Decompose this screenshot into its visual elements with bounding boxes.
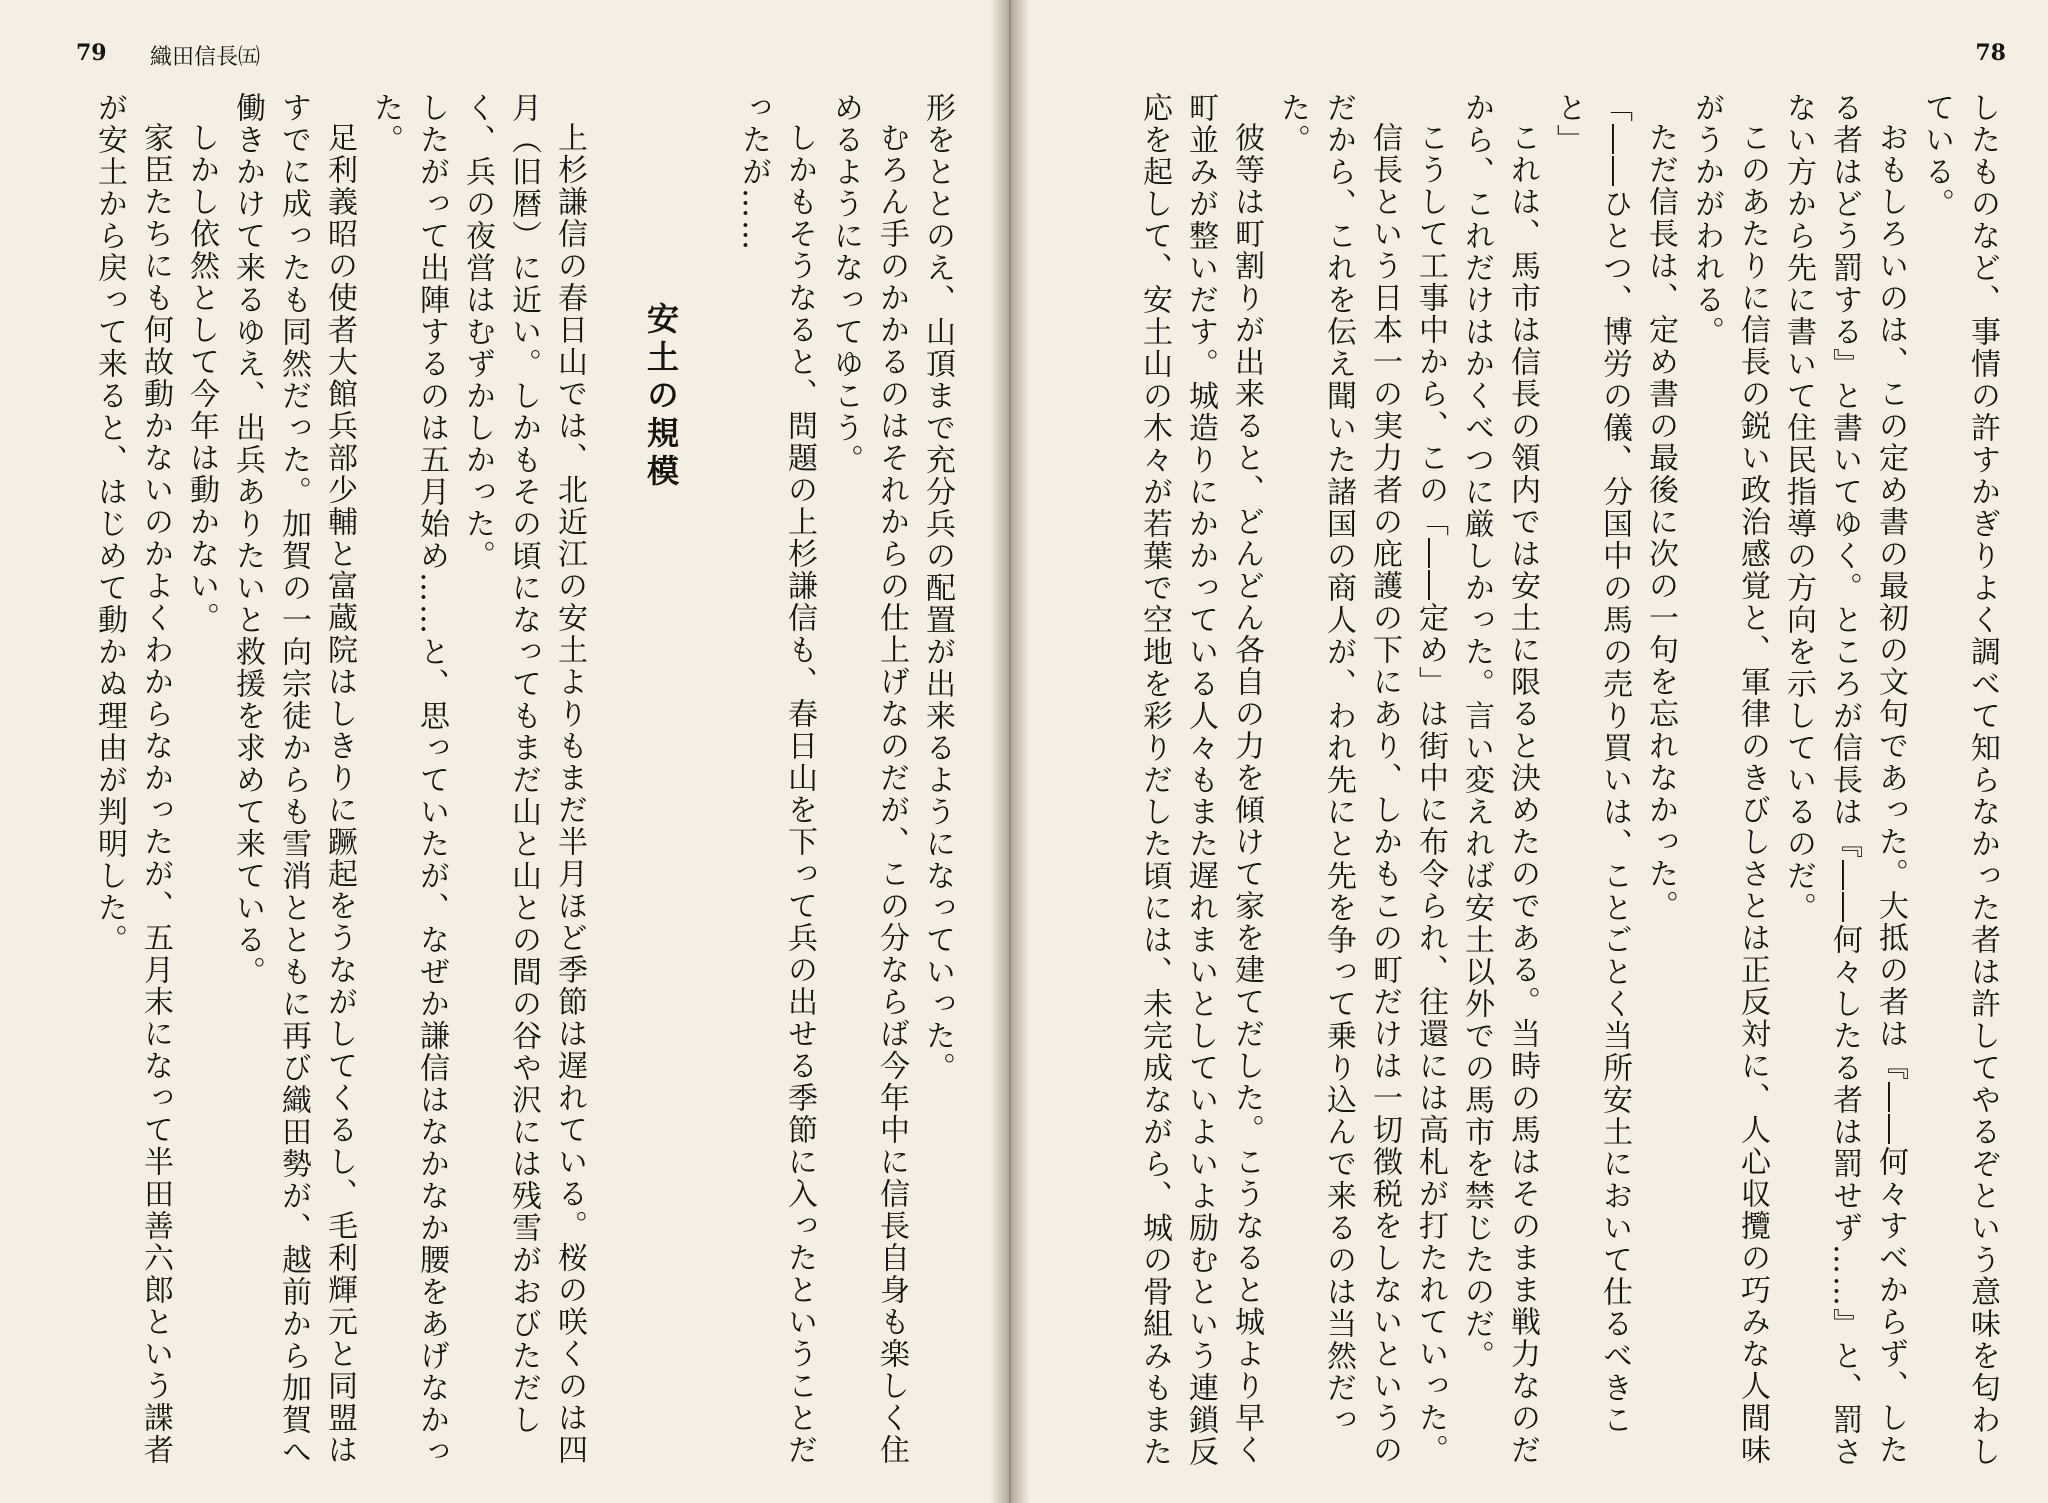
left-para-7: しかし依然として今年は動かない。 [184, 122, 219, 634]
right-para-4: ただ信長は、定め書の最後に次の一句を忘れなかった。 [1643, 122, 1678, 922]
left-page [0, 0, 1010, 1503]
right-para-7: こうして工事中から、この「――定め」は街中に布令られ、往還には高札が打たれていった。 [1413, 122, 1448, 1466]
right-para-1: したものなど、事情の許すかぎりよく調べて知らなかった者は許してやるぞという意味を匂わしている。 [1919, 92, 2000, 1468]
page-number-right: 78 [1975, 40, 2006, 66]
running-title: 織田信長㈤ [150, 45, 261, 70]
left-para-5: したがって出陣するのは五月始め……と、思っていたが、なぜか謙信はなかなか腰をあげなかった。 [368, 92, 449, 1468]
right-para-8: 信長という日本一の実力者の庇護の下にあり、しかもこの町だけは一切徴税をしないというのだから、これを伝え聞いた諸国の商人が、われ先にと先を争って乗り込んで来るのは当然だった。 [1275, 92, 1402, 1466]
right-para-6: これは、馬市は信長の領内では安土に限ると決めたのである。当時の馬はそのまま戦力なのだから、これだけはかくべつに厳しかった。言い変えれば安土以外での馬市を禁じたのだ。 [1459, 92, 1540, 1466]
left-para-4: 上杉謙信の春日山では、北近江の安土よりもまだ半月ほど季節は遅れている。桜の咲くのは四月（旧暦）に近い。しかもその頃になってもまだ山と山との間の谷や沢には残雪がおびただしく、兵の夜営はむずかしかった。 [460, 92, 587, 1466]
left-para-8: 家臣たちにも何故動かないのかよくわからなかったが、五月末になって半田善六郎という諜者が安土から戻って来ると、はじめて動かぬ理由が判明した。 [92, 92, 173, 1466]
left-para-3: しかもそうなると、問題の上杉謙信も、春日山を下って兵の出せる季節に入ったということだったが…… [736, 92, 817, 1466]
right-para-9: 彼等は町割りが出来ると、どんどん各自の力を傾けて家を建てだした。こうなると城より早く町並みが整いだす。城造りにかかっている人々もまた遅れまいとしていよいよ励むという連鎖反応を起して、安土山の木々が若葉で空地を彩りだした頃には、未完成ながら、城の骨組みもまた [1137, 92, 1264, 1468]
right-para-3: このあたりに信長の鋭い政治感覚と、軍律のきびしさとは正反対に、人心収攬の巧みな人間味がうかがわれる。 [1689, 92, 1770, 1466]
right-para-2: おもしろいのは、この定め書の最初の文句であった。大抵の者は『――何々すべからず、したる者はどう罰する』と書いてゆく。ところが信長は『――何々したる者は罰せず……』と、罰さない方から先に書いて住民指導の方向を示しているのだ。 [1781, 92, 1908, 1468]
left-para-1: 形をととのえ、山頂まで充分兵の配置が出来るようになっていった。 [920, 92, 955, 1084]
right-page-body [1085, 92, 2005, 1472]
left-para-2: むろん手のかかるのはそれからの仕上げなのだが、この分ならば今年中に信長自身も楽しく住めるようになってゆこう。 [828, 92, 909, 1466]
book-gutter [990, 0, 1030, 1503]
right-para-5: 「――ひとつ、博労の儀、分国中の馬の売り買いは、ことごとく当所安土において仕るべきこと」 [1551, 92, 1632, 1436]
left-page-body [60, 92, 960, 1472]
left-para-6: 足利義昭の使者大館兵部少輔と富蔵院はしきりに蹶起をうながしてくるし、毛利輝元と同盟はすでに成ったも同然だった。加賀の一向宗徒からも雪消とともに再び織田勢が、越前から加賀へ働きかけて来るゆえ、出兵ありたいと救援を求めて来ている。 [230, 92, 357, 1468]
section-heading: 安土の規模 [642, 302, 680, 492]
page-number-left: 79 [76, 40, 107, 66]
